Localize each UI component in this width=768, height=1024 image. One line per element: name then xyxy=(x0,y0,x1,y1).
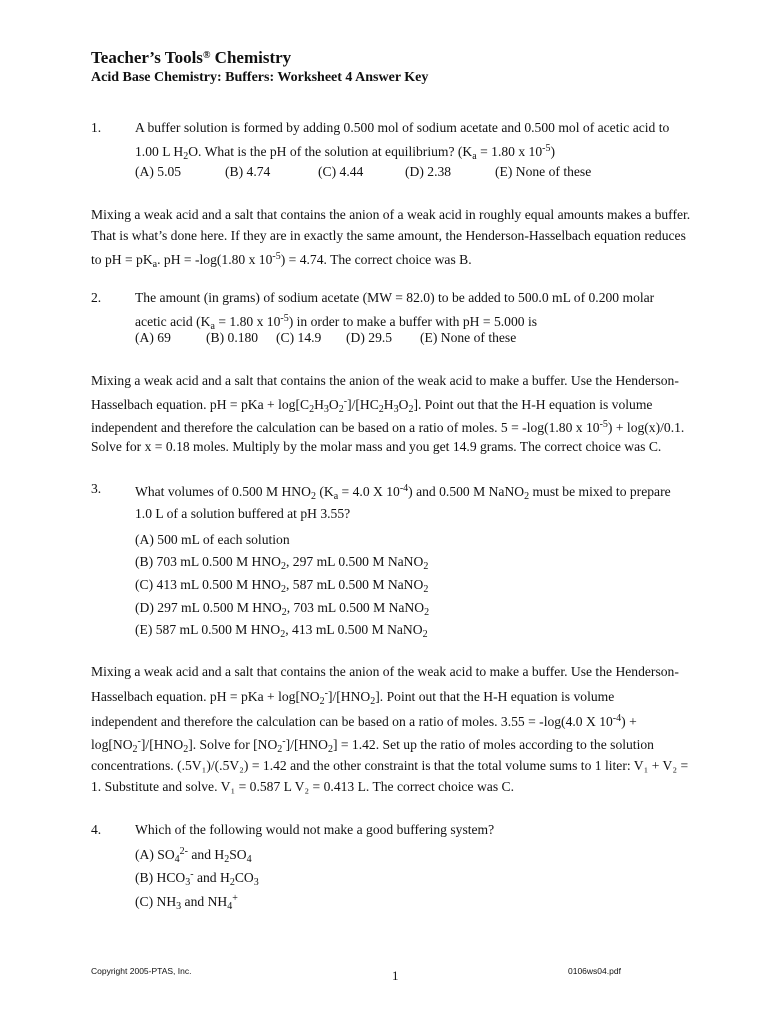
answer-text-line: 1. Substitute and solve. V₁ = 0.587 L V₂ = 0.413 L. The correct choice was C. xyxy=(91,779,514,794)
choice-e: (E) None of these xyxy=(420,330,517,345)
choice-a: (A) 500 mL of each solution xyxy=(135,532,290,547)
answer-text-line: $\log[NO_2^-]/[HNO_2]$. Solve for $[NO_2^-]/[HNO_2] = 1.42$. Set up the ratio of moles according to the solution xyxy=(91,736,654,755)
question-number: 4. xyxy=(91,822,102,837)
choice-a: (A) 5.05 xyxy=(135,164,182,179)
page-number: 1 xyxy=(392,968,399,983)
question-text-line: The amount (in grams) of sodium acetate (MW = 82.0) to be added to 500.0 mL of 0.200 molar xyxy=(135,290,655,305)
choice-e: (E) 587 mL 0.500 M $HNO_2$, 413 mL 0.500 M NaNO$_2$ xyxy=(135,622,428,640)
answer-text-line: Solve for x = 0.18 moles. Multiply by the molar mass and you get 14.9 grams. The correct choice was C. xyxy=(91,439,662,454)
answer-text-line: Mixing a weak acid and a salt that contains the anion of the weak acid to make a buffer. Use the Henderson- xyxy=(91,373,679,388)
answer-choices xyxy=(135,330,516,346)
file-name: 0106ws04.pdf xyxy=(568,966,621,976)
question-text-line: Which of the following would not make a good buffering system? xyxy=(135,822,495,837)
answer-text-line: independent and therefore the calculation can be based on a ratio of moles. 5 = -log(1.80 x $10^{-5}) + \log(x)/0.1$. xyxy=(91,419,685,435)
choice-d: (D) 297 mL 0.500 M $HNO_2$, 703 mL 0.500 M NaNO$_2$ xyxy=(135,600,430,618)
answer-text-line: Hasselbach equation. pH = pKa + $\log[C_2H_3O_2^-]/[HC_2H_3O_2]$. Point out that the H-H equation is volume xyxy=(91,396,653,415)
choice-b: (B) 4.74 xyxy=(225,164,271,179)
choice-d: (D) 29.5 xyxy=(346,330,393,345)
copyright-notice: Copyright 2005-PTAS, Inc. xyxy=(91,966,192,976)
answer-text-line: That is what’s done here. If they are in exactly the same amount, the Henderson-Hasselbach equation reduces xyxy=(91,228,686,243)
answer-choices xyxy=(135,164,591,180)
answer-text-line: concentrations. (.5V₁)/(.5V₂) = 1.42 and the other constraint is that the total volume sums to 1 liter: V₁ + V₂ = xyxy=(91,758,689,773)
page-title: Teacher’s Tools® Chemistry xyxy=(91,48,292,67)
choice-c: (C) $NH_3$ and $NH_4^+$ xyxy=(135,893,238,912)
question-text-line: 1.0 L of a solution buffered at pH 3.55? xyxy=(135,506,351,521)
question-text-line: A buffer solution is formed by adding 0.500 mol of sodium acetate and 0.500 mol of acetic acid to xyxy=(135,120,670,135)
answer-text-line: to pH = $pK_a$. pH = -log(1.80 x $10^{-5}) = 4.74$. The correct choice was B. xyxy=(91,251,472,270)
answer-text-line: independent and therefore the calculation can be based on a ratio of moles. 3.55 = -log(4.0 X $10^{-4}$) + xyxy=(91,713,637,729)
choice-d: (D) 2.38 xyxy=(405,164,452,179)
choice-e: (E) None of these xyxy=(495,164,592,179)
registered-mark: ® xyxy=(202,50,211,61)
choice-c: (C) 4.44 xyxy=(318,164,364,179)
choice-c: (C) 14.9 xyxy=(276,330,322,345)
question-number: 3. xyxy=(91,481,102,496)
choice-a: (A) 69 xyxy=(135,330,171,345)
choice-c: (C) 413 mL 0.500 M $HNO_2$, 587 mL 0.500 M NaNO$_2$ xyxy=(135,577,429,595)
question-text-line: 1.00 L $H_2O$. What is the pH of the solution at equilibrium? ($K_a = 1.80$ x $10^{-5}$) xyxy=(135,143,556,162)
question-text-line: What volumes of 0.500 M $HNO_2$ ($K_a = 4.0$ X $10^{-4}$) and 0.500 M NaNO$_2$ must be mixed to prepare xyxy=(135,483,671,502)
answer-text-line: Mixing a weak acid and a salt that contains the anion of a weak acid in roughly equal amounts makes a buffer. xyxy=(91,207,691,222)
answer-text-line: Mixing a weak acid and a salt that contains the anion of the weak acid to make a buffer. Use the Henderson- xyxy=(91,664,679,679)
choice-b: (B) 703 mL 0.500 M $HNO_2$, 297 mL 0.500 M NaNO$_2$ xyxy=(135,554,429,572)
choice-b: (B) $HCO_3^-$ and $H_2CO_3$ xyxy=(135,869,259,888)
question-number: 1. xyxy=(91,120,102,135)
page-subtitle: Acid Base Chemistry: Buffers: Worksheet 4 Answer Key xyxy=(91,70,429,85)
answer-text-line: Hasselbach equation. pH = pKa + $\log[NO_2^-]/[HNO_2]$. Point out that the H-H equation is volume xyxy=(91,688,615,707)
question-text-line: acetic acid ($K_a = 1.80$ x $10^{-5}$) in order to make a buffer with pH = 5.000 is xyxy=(135,313,538,332)
question-number: 2. xyxy=(91,290,102,305)
choice-b: (B) 0.180 xyxy=(206,330,259,345)
choice-a: (A) $SO_4^{2-}$ and $H_2SO_4$ xyxy=(135,846,252,865)
